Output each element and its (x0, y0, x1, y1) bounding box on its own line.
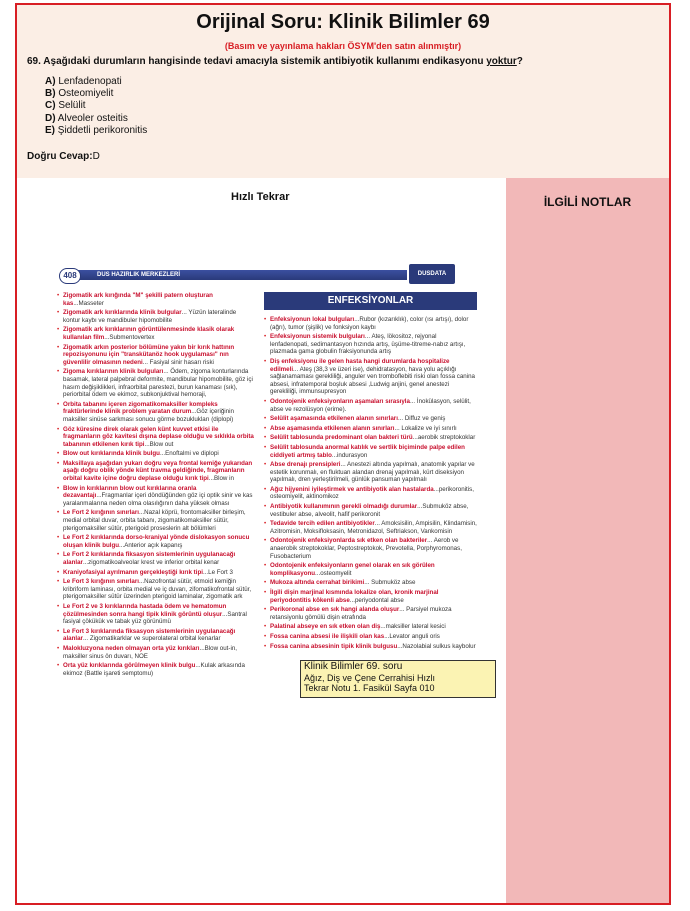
note-text: ... Anestezi altında yapılmalı, anatomik yapılar ve estetik korunmalı, en fluktuan alandan drenaj yapılmalı, kürt diseksiyon yapılmalı, dren yerleştirilmeli, günlük pansuman yapılmalı (270, 461, 475, 484)
note-key: Mukoza altında cerrahat birikimi (270, 579, 365, 587)
related-notes-panel (506, 178, 669, 905)
note-text: ...Masseter (73, 299, 104, 307)
note-item (264, 623, 477, 631)
left-column (57, 292, 254, 679)
note-key: Perikoronal abse en sık hangi alanda oluşur (270, 606, 400, 614)
note-text: ...Submuköz abse, vestibuler abse, alveolit, hafif perikoronit (270, 503, 469, 518)
note-item (57, 344, 254, 367)
option-d: D) Alveoler osteitis (45, 112, 128, 124)
note-text: ... Aerob ve anaerobik streptokoklar, Peptostreptokok, Prevotella, Porphyromonas, Fusobacterium (270, 537, 462, 560)
note-key: Orbita tabanını içeren zigomatikomaksiller kompleks fraktürlerinde klinik problem yaratan durum (63, 400, 218, 416)
note-text: ...indurasyon (331, 451, 368, 459)
note-key: Selülit aşamasında etkilenen alanın sınırları (270, 415, 398, 423)
note-text: ...Santral fasiyal çökükük ve tabak yüz görünümü (63, 610, 247, 626)
note-text: ... Ödem, zigoma konturlarında basamak, lateral palpebral deformite, mandibular hipomobilite, göz içi hasım değişiklikleri, infraorbital parestezi, burun kanaması (sık), periorbital ödem ve ekimoz, subkonjuktival hemoraji, (63, 368, 253, 399)
note-text: ...Nazal köprü, frontomaksiller birleşim, medial orbital duvar, orbita tabanı, zigomatikomaksiller sütür, pterigomaksiller sütür, pterigoid proseslerin alt bölümleri (63, 509, 246, 532)
option-a: A) Lenfadenopati (45, 76, 122, 87)
note-text: ...Blow out-in, maksiller sinus ön duvarı, NOE (63, 644, 238, 660)
question-stem: 69. Aşağıdaki durumların hangisinde tedavi amacıyla sistemik antibiyotik kullanımı endikasyonu (27, 56, 487, 67)
note-item (57, 509, 254, 532)
note-item (264, 520, 477, 535)
note-key: Orta yüz kırıklarında görülmeyen klinik bulgu (63, 662, 196, 670)
note-item (57, 460, 254, 483)
note-key: Zigomatik ark kırığında "M" şekilli patern oluşturan kas (63, 292, 213, 307)
note-item (264, 316, 477, 331)
question-text (27, 56, 523, 67)
note-text: ... Zigomatikarklar ve superolateral orbital kenarlar (82, 635, 221, 643)
note-text: ...periyodontal abse (349, 596, 404, 604)
copyright-notice: (Basım ve yayınlama hakları ÖSYM'den satın alınmıştır) (224, 41, 462, 51)
option-b: B) Osteomiyelit (45, 88, 114, 100)
note-item (264, 415, 477, 423)
note-key: Kraniyofasiyal ayrılmanın gerçekleştiği kırık tipi (63, 568, 203, 576)
note-key: Malokluzyona neden olmayan orta yüz kırıkları (63, 644, 200, 652)
note-item (264, 633, 477, 641)
note-item (57, 534, 254, 549)
note-item (57, 569, 254, 577)
page-number: 408 (59, 268, 81, 284)
note-key: Diş enfeksiyonu ile gelen hasta hangi durumlarda hospitalize edilmeli (270, 357, 450, 373)
book-page (53, 262, 483, 882)
note-text: ...Fragmanlar içeri döndüğünden göz içi optik sinir ve kas yaralanmalarına neden olma olasılığının daha yüksek olması (63, 492, 253, 507)
note-item (264, 562, 477, 577)
note-item (264, 444, 477, 459)
option-e: E) Şiddetli perikoronitis (45, 124, 148, 136)
note-text: ...Le Fort 3 (202, 568, 233, 576)
note-key: Selülit tablosunda anormal katılık ve sertlik biçiminde palpe edilen ciddiyeti artmış tablo (270, 443, 465, 459)
note-key: Enfeksiyonun sistemik bulguları (270, 333, 365, 341)
note-item (57, 578, 254, 601)
note-key: Palatinal abseye en sık etken olan diş (270, 623, 381, 631)
note-item (264, 434, 477, 442)
note-key: Fossa canina absesinin tipik klinik bulgusu (270, 642, 398, 650)
callout-line-3: Tekrar Notu 1. Fasikül Sayfa 010 (304, 683, 435, 693)
note-item (57, 368, 254, 398)
note-item (57, 551, 254, 566)
note-item (57, 309, 254, 324)
note-text: ...aerobik streptokoklar (412, 434, 476, 442)
brand-logo: DUSDATA (409, 264, 455, 284)
note-text: ...Nazofrontal sütür, etmoid kemiğin kribriform laminası, orbita medial ve iç duvarı, zifomatikofrontal sütür, pterigomaksiller sütür üzerinden pterigoid laminalar, zigomatik ark (63, 578, 252, 601)
note-key: Odontojenik enfeksiyonların aşamaları sırasıyla (270, 397, 410, 405)
note-text: ...Enoftalmi ve diplopi (159, 450, 219, 458)
note-item (264, 333, 477, 356)
note-key: Antibiyotik kullanımının gerekli olmadığı durumlar (270, 503, 418, 511)
question-keyword: yoktur (486, 56, 517, 67)
page-header-bar: DUS HAZIRLIK MERKEZLERİ (77, 270, 407, 280)
note-text: ... Ateş, lökositoz, rejyonal lenfadenopati, sedimantasyon hızında artış, üşüme-titreme-nabız artışı, plazmada gama globulin fraksiyonunda artış (270, 333, 466, 356)
note-key: Zigomatik ark kırıklarında klinik bulgular (63, 309, 182, 317)
note-item (57, 450, 254, 458)
quick-review-title: Hızlı Tekrar (231, 191, 290, 203)
note-text: ...Levator anguli oris (384, 632, 440, 640)
note-text: ...Kulak arkasında ekimoz (Battle işareti semptomu) (63, 662, 245, 677)
note-key: Selülit tablosunda predominant olan bakteri türü (270, 434, 413, 442)
note-text: ...Blow in (208, 475, 234, 483)
note-key: Blow in kırıklarının blow out kırıklarına oranla dezavantajı (63, 484, 197, 500)
note-item (57, 485, 254, 508)
note-text: ...Blow out (144, 440, 174, 448)
note-key: Le Fort 2 ve 3 kırıklarında hastada ödem ve hematomun çözülmesinden sonra hangi tipik klinik görüntü oluşur (63, 602, 227, 618)
note-item (264, 425, 477, 433)
note-key: Göz küresine direk olarak gelen künt kuvvet etkisi ile fragmanların göz kavitesi dışına deplase olduğu ve sıklıkla orbita tabanının etkilenen kırık tipi (63, 425, 254, 448)
note-item (57, 426, 254, 449)
note-text: ...maksiller lateral kesici (380, 623, 446, 631)
note-text: ... Amoksisilin, Ampisilin, Klindamisin, Azitromisin, Moksifloksasin, Metronidazol, Seftriakson, Vankomisin (270, 520, 477, 535)
note-text: ... Lokalize ve iyi sınırlı (394, 424, 457, 432)
note-item (264, 486, 477, 501)
note-text: ... Ateş (38,3 ve üzeri ise), dehidratasyon, hava yolu açıklığı sağlanamaması gerekliliği, anguler ven tromboflebiti riski olan fossa canina absesi, infratemporal boşluk absesi ,Ludwig anjini, genel anestezi gerekliliği, immunsupresyon (270, 365, 475, 396)
note-key: Maksillaya aşağıdan yukarı doğru veya frontal kemiğe yukarıdan aşağı doğru oblik yönde künt travma geldiğinde, fragmanların orbital kavite içine doğru deplase olduğu kırık tipi (63, 459, 253, 483)
note-item (264, 461, 477, 484)
note-item (264, 589, 477, 604)
question-mark: ? (516, 56, 523, 67)
right-column (264, 316, 477, 652)
note-item (264, 606, 477, 621)
note-item (264, 398, 477, 413)
note-item (57, 326, 254, 341)
note-text: ...Nazolabial sulkus kaybolur (397, 642, 476, 650)
note-text: ...Rubor (kızarıklık), color (ısı artışı), dolor (ağrı), tumor (şişlik) ve fonksiyon kaybı (270, 316, 469, 331)
note-text: ...zigomatikoalveolar krest ve inferior orbital kenar (82, 559, 220, 566)
note-key: Odontojenik enfeksiyonların genel olarak en sık görülen komplikasyonu (270, 562, 435, 577)
note-item (264, 537, 477, 560)
note-item (57, 628, 254, 643)
note-text: ... Yüzün lateralinde kontur kaybı ve mandibuler hipomobilite (63, 309, 237, 324)
note-item (57, 603, 254, 626)
note-key: Le Fort 3 kırığının sınırları (63, 578, 139, 586)
reference-callout (300, 660, 496, 698)
document-frame (15, 3, 671, 905)
option-list (45, 76, 147, 137)
note-text: ...perikoronitis, osteomiyelit, aktinomikoz (270, 485, 474, 501)
note-key: Le Fort 2 kırıklarında dorso-kraniyal yönde dislokasyon sonucu oluşan klinik bulgu (63, 534, 250, 549)
quick-review-panel (17, 178, 506, 905)
note-key: Le Fort 3 kırıklarında fiksasyon sistemlerinin uygulanacağı alanlar (63, 627, 236, 643)
note-text: ...Anterior açık kapanış (119, 541, 183, 549)
note-key: Enfeksiyonun lokal bulguları (270, 316, 355, 323)
note-text: ... Parsiyel mukoza retansiyonlu gömülü dişin etrafında (270, 606, 452, 621)
callout-line-2: Ağız, Diş ve Çene Cerrahisi Hızlı (304, 672, 436, 683)
note-item (264, 579, 477, 587)
note-key: Zigomatik ark kırıklarının görüntülenmesinde klasik olarak kullanılan film (63, 326, 235, 341)
related-notes-title: İLGİLİ NOTLAR (543, 195, 632, 209)
note-key: Zigoma kırıklarının klinik bulguları (63, 368, 164, 376)
note-item (264, 643, 477, 651)
note-key: Tedavide tercih edilen antibiyotikler (270, 520, 375, 528)
question-area (17, 5, 669, 178)
note-text: ...Submentovertex (104, 333, 155, 341)
note-key: Blow out kırıklarında klinik bulgu (63, 450, 160, 458)
note-text: ...Göz içeriğinin maksiller sinüse sarkması sonucu görme bozuklukları (diplopi) (63, 408, 234, 423)
note-text: ... Fasiyal sinir hasarı riski (142, 358, 214, 366)
note-text: ... Submuköz abse (364, 579, 416, 587)
callout-line-1: Klinik Bilimler 69. soru (304, 661, 403, 672)
note-text: ... Diffuz ve geniş (397, 415, 446, 423)
note-key: Abse aşamasında etkilenen alanın sınırları (270, 424, 395, 432)
note-item (57, 645, 254, 660)
section-banner: ENFEKSİYONLAR (264, 292, 477, 310)
note-item (264, 503, 477, 518)
note-item (264, 358, 477, 396)
note-key: Abse drenajı prensipleri (270, 461, 341, 469)
option-c: C) Selülit (45, 100, 86, 112)
correct-answer: Doğru Cevap:D (27, 151, 100, 162)
note-key: İlgili dişin marjinal kısmında lokalize olan, kronik marjinal periyodontitis kökenli abse (270, 589, 439, 604)
note-key: Le Fort 2 kırıklarında fiksasyon sistemlerinin uygulanacağı alanlar (63, 551, 236, 566)
note-item (57, 401, 254, 424)
note-item (57, 292, 254, 307)
note-key: Fossa canina absesi ile ilişkili olan kas (270, 632, 385, 640)
answer-value: D (92, 151, 100, 162)
note-key: Odontojenik enfeksiyonlarda sık etken olan bakteriler (270, 537, 428, 545)
page-title: Orijinal Soru: Klinik Bilimler 69 (196, 11, 490, 33)
note-text: ...osteomyelit (315, 569, 352, 577)
note-key: Ağız hijyenini iyileştirmek ve antibiyotik alan hastalarda (270, 485, 434, 493)
note-key: Zigomatik arkın posterior bölümüne yakın bir kırık hattının repozisyonunu için "transkütanöz hook uygulaması" nın güvenlilir olmasının nedeni (63, 343, 235, 366)
note-key: Le Fort 2 kırığının sınırları (63, 509, 139, 517)
note-text: ... İnokülasyon, selülit, abse ve rezolüsyon (erime). (270, 397, 471, 413)
note-item (57, 662, 254, 677)
